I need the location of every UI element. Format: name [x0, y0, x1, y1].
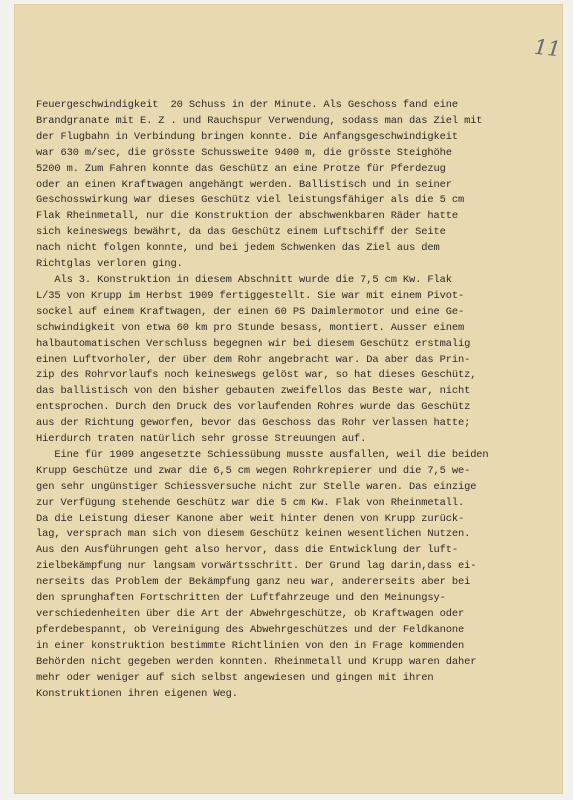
document-page [14, 4, 563, 794]
text-line: Aus den Ausführungen geht also hervor, dass die Entwicklung der luft- [36, 544, 458, 557]
text-line: aus der Richtung geworfen, bevor das Geschoss das Rohr verlassen hatte; [36, 417, 471, 430]
text-line: sich keineswegs bewährt, da das Geschütz einem Luftschiff der Seite [36, 226, 446, 239]
text-line: sockel auf einem Kraftwagen, der einen 60 PS Daimlermotor und eine Ge- [36, 305, 465, 318]
text-line: war 630 m/sec, die grösste Schussweite 9400 m, die grösste Steighöhe [36, 146, 452, 159]
body-text [36, 98, 556, 702]
text-line: entsprochen. Durch den Druck des vorlaufenden Rohres wurde das Geschütz [36, 401, 471, 414]
text-line: in einer konstruktion bestimmte Richtlinien von den in Frage kommenden [36, 639, 465, 652]
text-line: nerseits das Problem der Bekämpfung ganz neu war, andererseits aber bei [36, 576, 471, 589]
text-line: Da die Leistung dieser Kanone aber weit hinter denen von Krupp zurück- [36, 512, 465, 525]
text-line: pferdebespannt, ob Vereinigung des Abwehrgeschützes und der Feldkanone [36, 623, 465, 636]
text-line: mehr oder weniger auf sich selbst angewiesen und gingen mit ihren [36, 671, 434, 684]
text-line: einen Luftvorholer, der über dem Rohr angebracht war. Da aber das Prin- [36, 353, 471, 366]
text-line: Als 3. Konstruktion in diesem Abschnitt wurde die 7,5 cm Kw. Flak [36, 273, 452, 286]
text-line: Eine für 1909 angesetzte Schiessübung musste ausfallen, weil die beiden [36, 448, 489, 461]
handwritten-page-number: 11 [532, 34, 562, 62]
text-line: halbautomatischen Verschluss begegnen wir bei diesem Geschütz erstmalig [36, 337, 471, 350]
text-line: Feuergeschwindigkeit 20 Schuss in der Minute. Als Geschoss fand eine [36, 99, 458, 111]
text-line: den sprunghaften Fortschritten der Luftfahrzeuge und den Meinungsy- [36, 592, 446, 605]
text-line: Geschosswirkung war dieses Geschütz viel leistungsfähiger als die 5 cm [36, 194, 465, 207]
text-line: oder an einen Kraftwagen angehängt werden. Ballistisch und in seiner [36, 178, 452, 191]
text-line: Behörden nicht gegeben werden konnten. Rheinmetall und Krupp waren daher [36, 655, 477, 668]
text-line: zip des Rohrvorlaufs noch keineswegs gelöst war, so hat dieses Geschütz, [36, 369, 477, 382]
text-line: Krupp Geschütze und zwar die 6,5 cm wegen Rohrkrepierer und die 7,5 we- [36, 464, 471, 477]
text-line: gen sehr ungünstiger Schiessversuche nicht zur Stelle waren. Das einzige [36, 480, 477, 493]
text-line: zielbekämpfung nur langsam vorwärtsschritt. Der Grund lag darin,dass ei- [36, 560, 477, 573]
text-line: 5200 m. Zum Fahren konnte das Geschütz an eine Protze für Pferdezug [36, 162, 446, 175]
text-line: verschiedenheiten über die Art der Abwehrgeschütze, ob Kraftwagen oder [36, 608, 465, 620]
text-line: der Flugbahn in Verbindung bringen konnte. Die Anfangsgeschwindigkeit [36, 130, 458, 143]
text-line: lag, versprach man sich von diesem Geschütz keinen wesentlichen Nutzen. [36, 528, 471, 541]
text-line: nach nicht folgen konnte, und bei jedem Schwenken das Ziel aus dem [36, 242, 440, 255]
text-line: L/35 von Krupp im Herbst 1909 fertiggestellt. Sie war mit einem Pivot- [36, 289, 465, 302]
text-line: Richtglas verloren ging. [36, 258, 183, 271]
text-line: Flak Rheinmetall, nur die Konstruktion der abschwenkbaren Räder hatte [36, 210, 458, 223]
text-line: zur Verfügung stehende Geschütz war die 5 cm Kw. Flak von Rheinmetall. [36, 496, 465, 509]
text-line: Konstruktionen ihren eigenen Weg. [36, 687, 238, 700]
text-line: schwindigkeit von etwa 60 km pro Stunde besass, montiert. Ausser einem [36, 321, 465, 334]
text-line: Hierdurch traten natürlich sehr grosse Streuungen auf. [36, 433, 367, 446]
text-line: Brandgranate mit E. Z . und Rauchspur Verwendung, sodass man das Ziel mit [36, 114, 483, 127]
text-line: das ballistisch von den bisher gebauten zweifellos das Beste war, nicht [36, 385, 471, 398]
